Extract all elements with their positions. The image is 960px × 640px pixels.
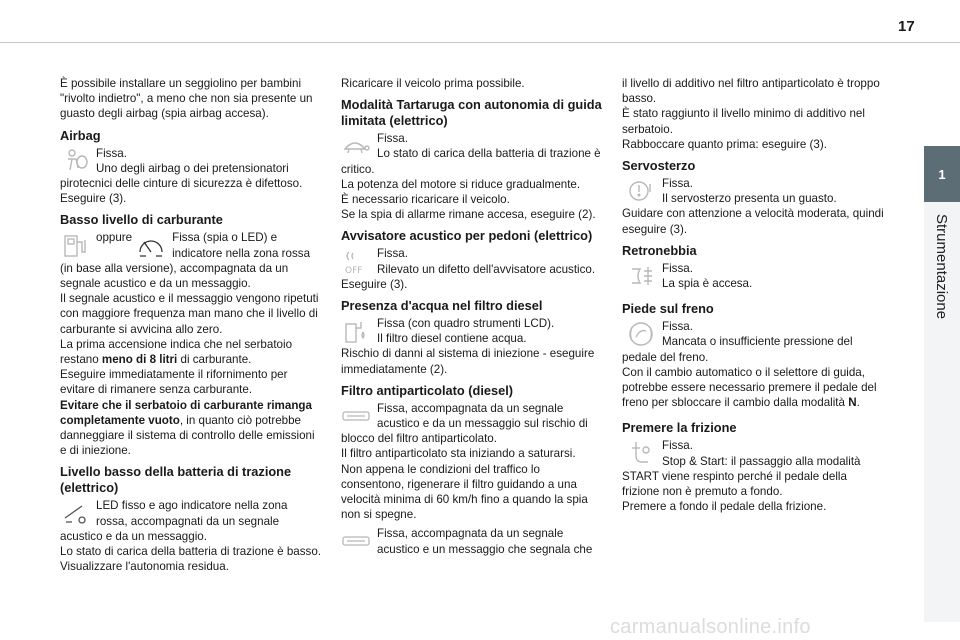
pedestrian-horn-action: Eseguire (3). — [341, 277, 408, 291]
column-1 — [60, 76, 322, 574]
additive-action: Rabboccare quanto prima: eseguire (3). — [622, 137, 827, 151]
low-fuel-indicator — [60, 230, 322, 458]
pedestrian-horn-desc: Rilevato un difetto dell'avvisatore acustico. — [377, 262, 596, 276]
power-steering-indicator — [622, 176, 884, 237]
warning-bold: Evitare che il serbatoio di carburante rimanga completamente vuoto — [60, 398, 312, 427]
liters-value: meno di 8 litri — [101, 353, 178, 367]
page-number: 17 — [898, 18, 915, 35]
watermark: carmanualsonline.info — [610, 616, 811, 638]
chapter-tab — [924, 202, 960, 622]
clutch-action: Premere a fondo il pedale della frizione. — [622, 500, 827, 514]
child-seat-note: È possibile installare un seggiolino per bambini "rivolto indietro", a meno che non sia presente un guasto degli airbag (spia airbag accesa). — [60, 77, 313, 121]
clutch-title: Premere la frizione — [622, 420, 737, 436]
turtle-icon — [341, 131, 371, 161]
particulate-filter-icon — [341, 526, 371, 556]
brake-pedal-title: Piede sul freno — [622, 301, 714, 317]
dpf-action: Non appena le condizioni del traffico lo consentono, rigenerare il filtro guidando a una velocità minima di 60 km/h fino a quando la spia non si spegne. — [341, 462, 588, 522]
text: , in quanto ciò potrebbe danneggiare il sistema di controllo delle emissioni e di iniezione. — [60, 413, 315, 458]
fog-status: Fissa. — [662, 261, 693, 275]
low-fuel-first-alert — [60, 337, 322, 367]
fuel-pump-icon — [60, 230, 90, 260]
turtle-mode-title: Modalità Tartaruga con autonomia di guida limitata (elettrico) — [341, 97, 602, 129]
low-battery-desc: LED fisso e ago indicatore nella zona rossa, accompagnati da un segnale acustico e da un messaggio. — [60, 499, 288, 543]
particulate-filter-icon — [341, 401, 371, 431]
gear-n: N — [848, 396, 857, 410]
low-fuel-repeat: Il segnale acustico e il messaggio vengono ripetuti con maggiore frequenza man mano che il livello di carburante si avvicina allo zero. — [60, 292, 319, 336]
brake-foot-icon — [626, 319, 656, 349]
rear-fog-indicator — [622, 261, 884, 291]
rear-fog-title: Retronebbia — [622, 242, 697, 258]
turtle-desc: Lo stato di carica della batteria di trazione è critico. — [341, 147, 601, 176]
column-2 — [341, 76, 603, 557]
clutch-indicator — [622, 438, 884, 514]
water-in-filter-title: Presenza d'acqua nel filtro diesel — [341, 298, 543, 314]
water-status: Fissa (con quadro strumenti LCD). — [377, 317, 555, 331]
pedestrian-horn-status: Fissa. — [377, 247, 408, 261]
turtle-recharge: È necessario ricaricare il veicolo. — [341, 193, 510, 207]
turtle-status: Fissa. — [377, 132, 408, 146]
power-steering-title: Servosterzo — [622, 158, 696, 174]
brake-status: Fissa. — [662, 320, 693, 334]
brake-desc: Mancata o insufficiente pressione del pedale del freno. — [622, 335, 853, 364]
dpf-indicator — [341, 401, 603, 557]
diesel-filter-icon — [341, 316, 371, 346]
low-battery-action: Visualizzare l'autonomia residua. — [60, 560, 229, 574]
low-fuel-title: Basso livello di carburante — [60, 212, 223, 228]
water-desc: Il filtro diesel contiene acqua. — [377, 332, 527, 346]
text: di carburante. — [177, 353, 252, 367]
turtle-power: La potenza del motore si riduce gradualmente. — [341, 177, 581, 191]
fuel-gauge-icon — [136, 230, 166, 260]
additive-desc: il livello di additivo nel filtro antiparticolato è troppo basso. — [622, 77, 880, 106]
low-fuel-action: Eseguire immediatamente il rifornimento per evitare di rimanere senza carburante. — [60, 368, 288, 397]
text: . — [856, 396, 860, 410]
dpf-status: Fissa, accompagnata da un segnale acustico e da un messaggio sul rischio di blocco del filtro antiparticolato. — [341, 401, 588, 446]
airbag-desc: Uno degli airbag o dei pretensionatori pirotecnici delle cinture di sicurezza è difettoso. — [60, 161, 303, 191]
chapter-tab-label: Strumentazione — [933, 214, 950, 320]
low-fuel-warning — [60, 398, 322, 459]
low-battery-indicator — [60, 498, 322, 574]
turtle-action: Se la spia di allarme rimane accesa, eseguire (2). — [341, 208, 596, 222]
airbag-status: Fissa. — [96, 146, 127, 160]
airbag-indicator — [60, 146, 322, 207]
turtle-mode-indicator — [341, 131, 603, 222]
steering-action: Guidare con attenzione a velocità moderata, quindi eseguire (3). — [622, 207, 884, 236]
spacer — [622, 291, 884, 295]
fog-desc: La spia è accesa. — [662, 277, 753, 291]
low-battery-state: Lo stato di carica della batteria di trazione è basso. — [60, 545, 322, 559]
steering-wheel-warning-icon — [626, 176, 656, 206]
column-3 — [622, 76, 884, 514]
additive-level: È stato raggiunto il livello minimo di additivo nel serbatoio. — [622, 107, 865, 136]
airbag-title: Airbag — [60, 127, 101, 143]
text: Con il cambio automatico o il selettore di guida, potrebbe essere necessario premere il pedale del freno per sbloccare il cambio dalla modalità — [622, 365, 877, 410]
steering-status: Fissa. — [662, 177, 693, 191]
water-action: Rischio di danni al sistema di iniezione - eseguire immediatamente (2). — [341, 347, 595, 376]
airbag-action: Eseguire (3). — [60, 192, 127, 206]
clutch-desc: Stop & Start: il passaggio alla modalità START viene respinto perché il pedale della frizione non è premuto a fondo. — [622, 454, 861, 499]
brake-action — [622, 365, 884, 411]
pedestrian-horn-indicator — [341, 246, 603, 292]
dpf-title: Filtro antiparticolato (diesel) — [341, 382, 514, 398]
recharge-note: Ricaricare il veicolo prima possibile. — [341, 77, 525, 90]
brake-pedal-indicator — [622, 319, 884, 410]
low-battery-title: Livello basso della batteria di trazione (elettrico) — [60, 464, 292, 496]
pedestrian-horn-icon — [341, 246, 371, 276]
low-fuel-desc: Fissa (spia o LED) e indicatore nella zona rossa (in base alla versione), accompagnata da un segnale acustico e da un messaggio. — [60, 231, 311, 291]
text: La prima accensione indica che nel serbatoio restano — [60, 337, 293, 367]
clutch-status: Fissa. — [662, 439, 693, 453]
dpf-additive-status: Fissa, accompagnata da un segnale acustico e un messaggio che segnala che — [377, 527, 593, 556]
pedestrian-horn-title: Avvisatore acustico per pedoni (elettrico) — [341, 228, 593, 244]
or-label: oppure — [96, 231, 133, 245]
chapter-tab-number: 1 — [924, 146, 960, 202]
rear-fog-light-icon — [626, 261, 656, 291]
steering-desc: Il servosterzo presenta un guasto. — [662, 192, 837, 206]
spacer — [622, 410, 884, 414]
clutch-pedal-icon — [626, 438, 656, 468]
svg-text:OFF: OFF — [345, 266, 363, 277]
dpf-desc: Il filtro antiparticolato sta iniziando a saturarsi. — [341, 447, 576, 461]
battery-gauge-icon — [60, 498, 90, 528]
top-divider — [0, 42, 960, 43]
water-in-filter-indicator — [341, 316, 603, 377]
airbag-warning-icon — [60, 146, 90, 176]
